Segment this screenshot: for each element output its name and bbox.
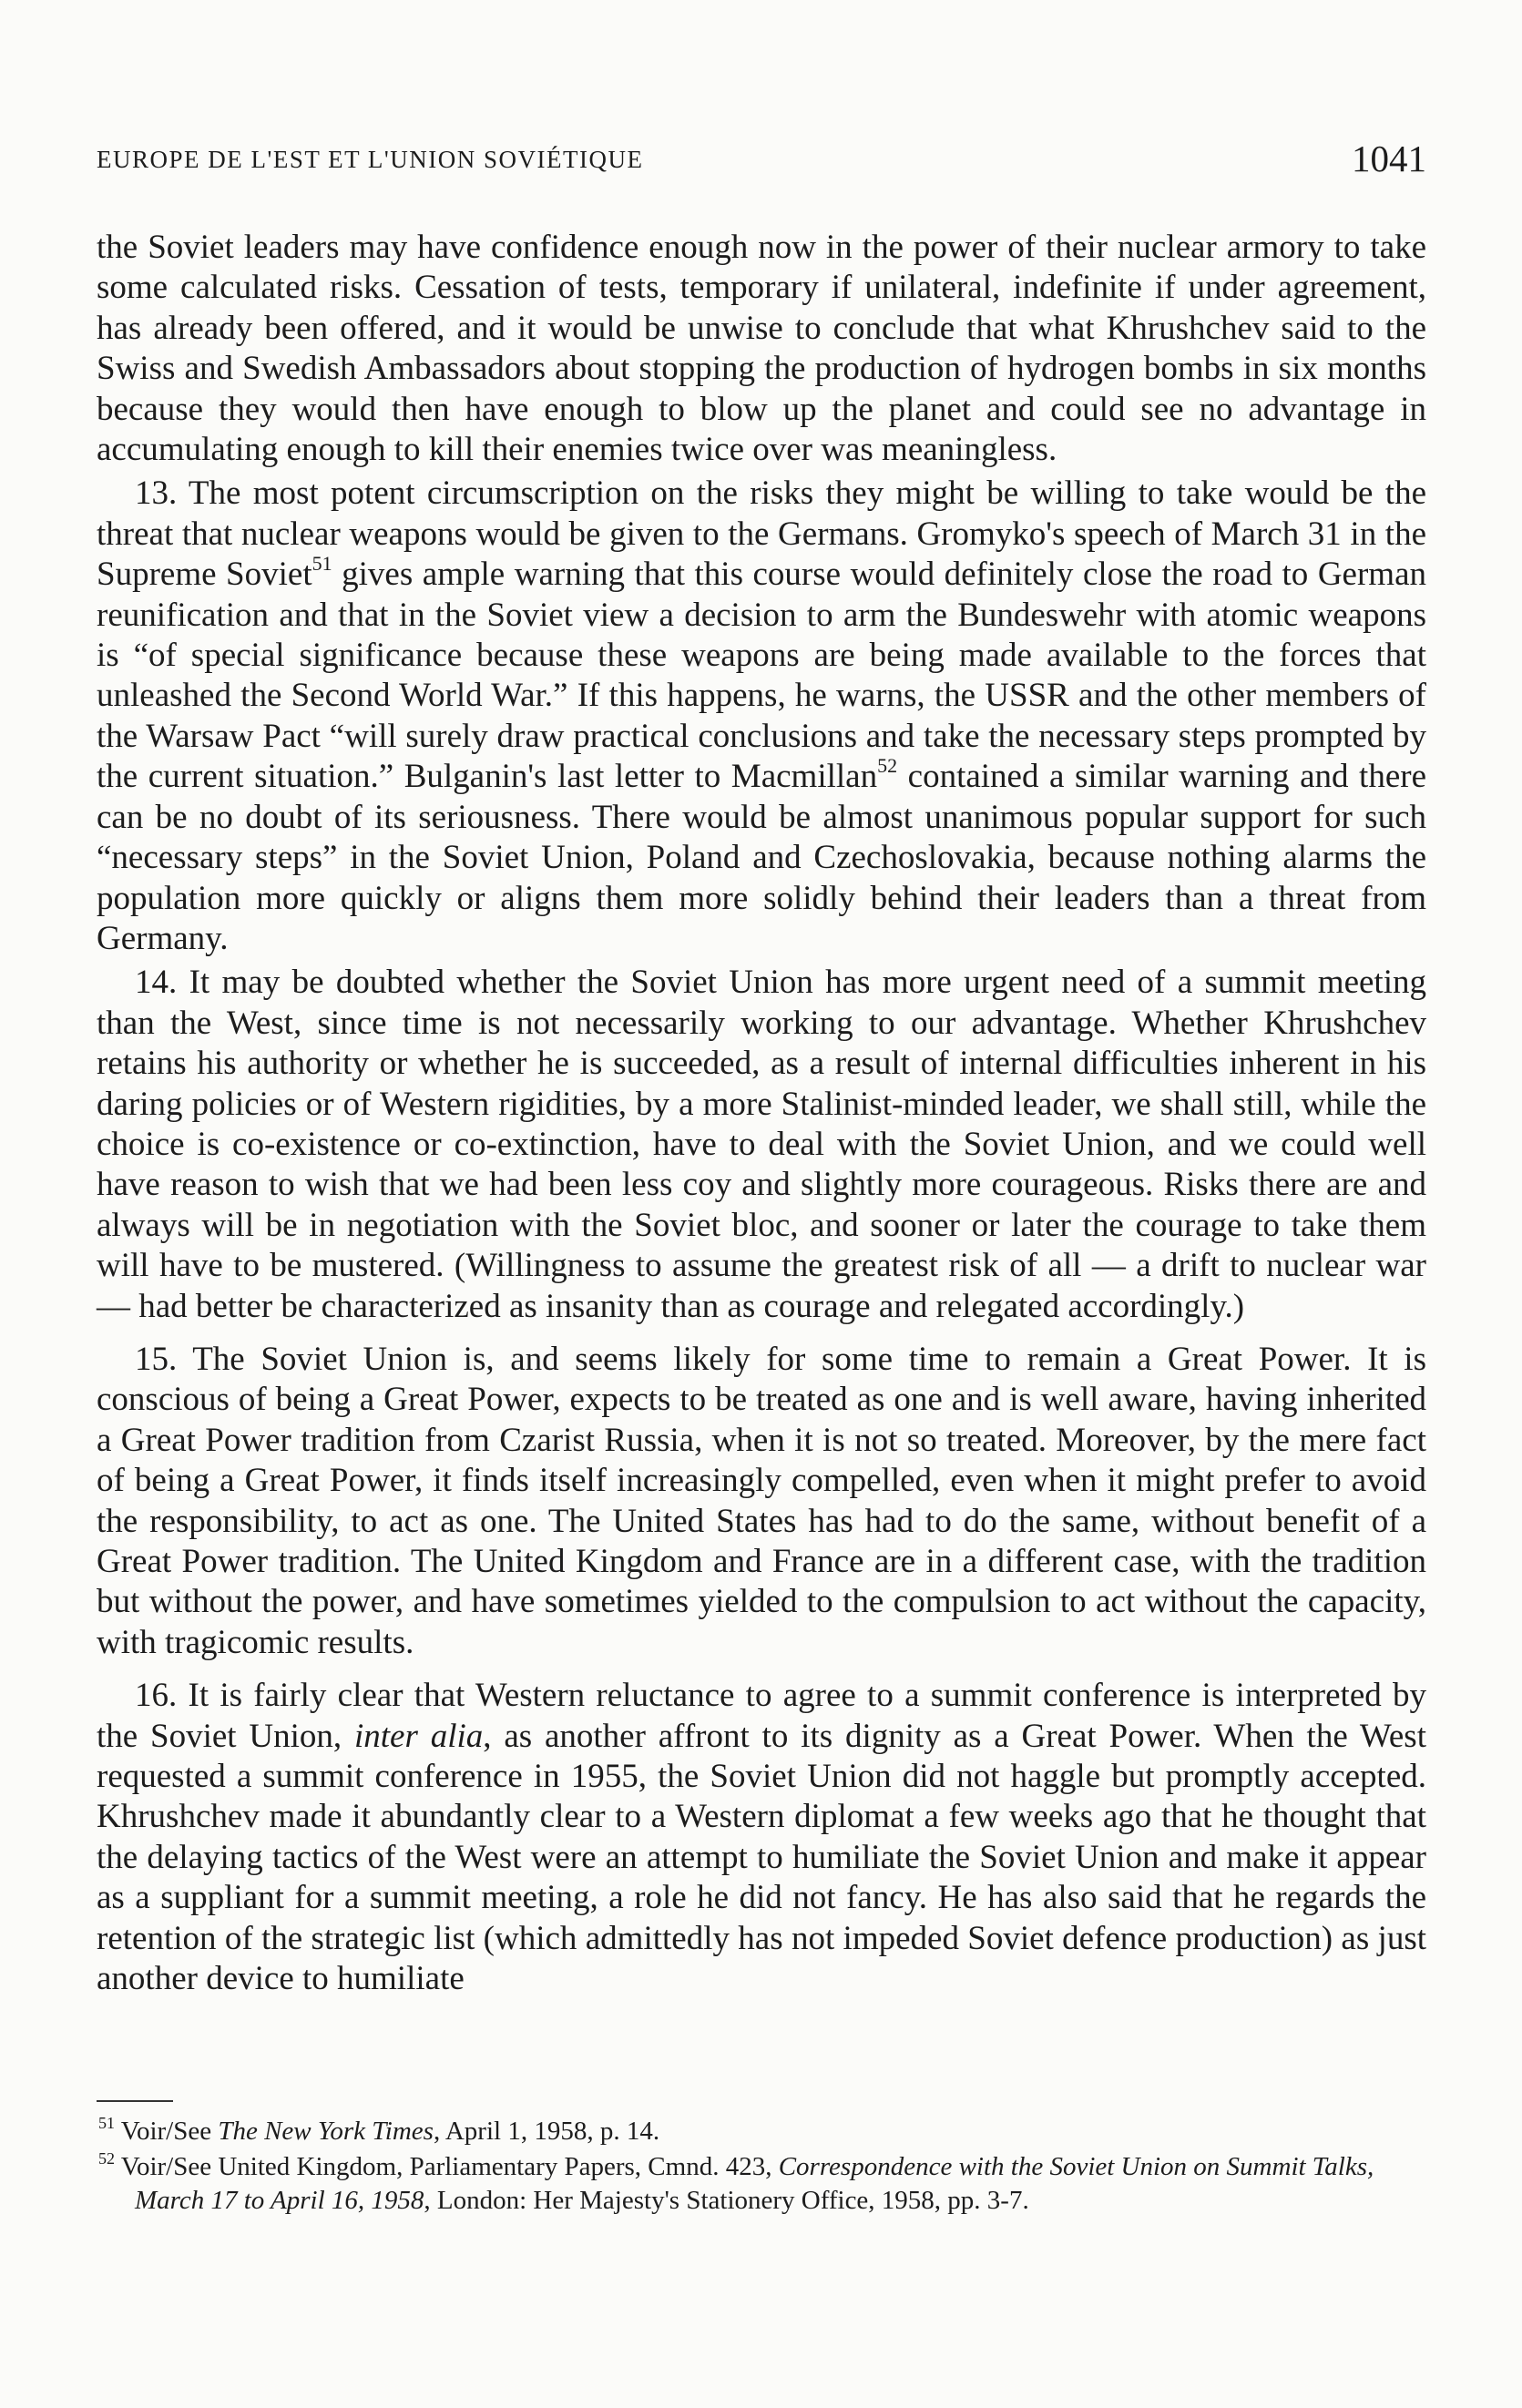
running-title: EUROPE DE L'EST ET L'UNION SOVIÉTIQUE [97, 146, 644, 173]
footnote-title: Correspondence with the Soviet Union on Summit Talks, March 17 to April 16, 1958 [135, 2152, 1374, 2215]
footnote-51 [97, 2115, 1426, 2148]
footnote-mark: 51 [98, 2114, 115, 2132]
running-head [97, 137, 1426, 177]
paragraph-13 [97, 474, 1426, 959]
footnote-52 [97, 2150, 1426, 2218]
paragraph-text: 16. It is fairly clear that Western reluctance to agree to a summit conference is interpreted by the Soviet Union, [97, 1677, 1426, 1755]
footnote-ref-52[interactable]: 52 [877, 754, 898, 778]
footnote-mark: 52 [98, 2149, 115, 2168]
footnote-title: The New York Times [218, 2117, 434, 2146]
footnote-text: Voir/See [120, 2117, 219, 2146]
footnotes [97, 2115, 1426, 2218]
footnote-ref-51[interactable]: 51 [312, 552, 332, 576]
paragraph-text: gives ample warning that this course would definitely close the road to German reunification and that in the Soviet view a decision to arm the Bundeswehr with atomic weapons is “of special significance because these weapons are being made available to the forces that unleashed the Second World War.” If this happens, he warns, the USSR and the other members of the Warsaw Pact “will surely draw practical conclusions and take the necessary steps prompted by the current situation.” Bulganin's last letter to Macmillan [97, 556, 1426, 796]
paragraph-continued [97, 228, 1426, 470]
paragraph-14 [97, 963, 1426, 1327]
paragraph-text: 14. It may be doubted whether the Soviet Union has more urgent need of a summit meeting than the West, since time is not necessarily working to our advantage. Whether Khrushchev retains his authority or whether he is succeeded, as a result of internal difficulties inherent in his daring policies or of Western rigidities, by a more Stalinist-minded leader, we shall still, while the choice is co-existence or co-extinction, have to deal with the Soviet Union, and we could well have reason to wish that we had been less coy and slightly more courageous. Risks there are and always will be in negotiation with the Soviet bloc, and sooner or later the courage to take them will have to be mustered. (Willingness to assume the greatest risk of all — a drift to nuclear war — had better be characterized as insanity than as courage and relegated accordingly.) [97, 964, 1426, 1325]
paragraph-text: 15. The Soviet Union is, and seems likely for some time to remain a Great Power. It is conscious of being a Great Power, expects to be treated as one and is well aware, having inherited a Great Power tradition from Czarist Russia, when it is not so treated. Moreover, by the mere fact of being a Great Power, it finds itself increasingly compelled, even when it might prefer to avoid the responsibility, to act as one. The United States has had to do the same, without benefit of a Great Power tradition. The United Kingdom and France are in a different case, with the tradition but without the power, and have sometimes yielded to the compulsion to act without the capacity, with tragicomic results. [97, 1340, 1426, 1661]
body-text [97, 228, 1426, 1999]
paragraph-15 [97, 1340, 1426, 1663]
footnote-text: , London: Her Majesty's Stationery Office, 1958, pp. 3-7. [424, 2186, 1029, 2215]
paragraph-text: the Soviet leaders may have confidence enough now in the power of their nuclear armory to take some calculated risks. Cessation of tests, temporary if unilateral, indefinite if under agreement, has already been offered, and it would be unwise to conclude that what Khrushchev said to the Swiss and Swedish Ambassadors about stopping the production of hydrogen bombs in six months because they would then have enough to blow up the planet and could see no advantage in accumulating enough to kill their enemies twice over was meaningless. [97, 229, 1426, 469]
page-number: 1041 [1352, 138, 1426, 179]
paragraph-text: , as another affront to its dignity as a Great Power. When the West requested a summit conference in 1955, the Soviet Union did not haggle but promptly accepted. Khrushchev made it abundantly clear to a Western diplomat a few weeks ago that he thought that the delaying tactics of the West were an attempt to humiliate the Soviet Union and make it appear as a suppliant for a summit meeting, a role he did not fancy. He has also said that he regards the retention of the strategic list (which admittedly has not impeded Soviet defence production) as just another device to humiliate [97, 1717, 1426, 1998]
latin-phrase: inter alia [353, 1717, 484, 1755]
footnote-text: , April 1, 1958, p. 14. [433, 2117, 660, 2146]
paragraph-text: 13. The most potent circumscription on the risks they might be willing to take would be the threat that nuclear weapons would be given to the Germans. Gromyko's speech of March 31 in the Supreme Soviet [97, 474, 1426, 594]
paragraph-16 [97, 1676, 1426, 1999]
footnote-divider [97, 2100, 173, 2102]
footnote-text: Voir/See United Kingdom, Parliamentary Papers, Cmnd. 423, [120, 2152, 779, 2181]
paragraph-text: contained a similar warning and there can be no doubt of its seriousness. There would be almost unanimous popular support for such “necessary steps” in the Soviet Union, Poland and Czechoslovakia, because nothing alarms the population more quickly or aligns them more solidly behind their leaders than a threat from Germany. [97, 758, 1426, 957]
